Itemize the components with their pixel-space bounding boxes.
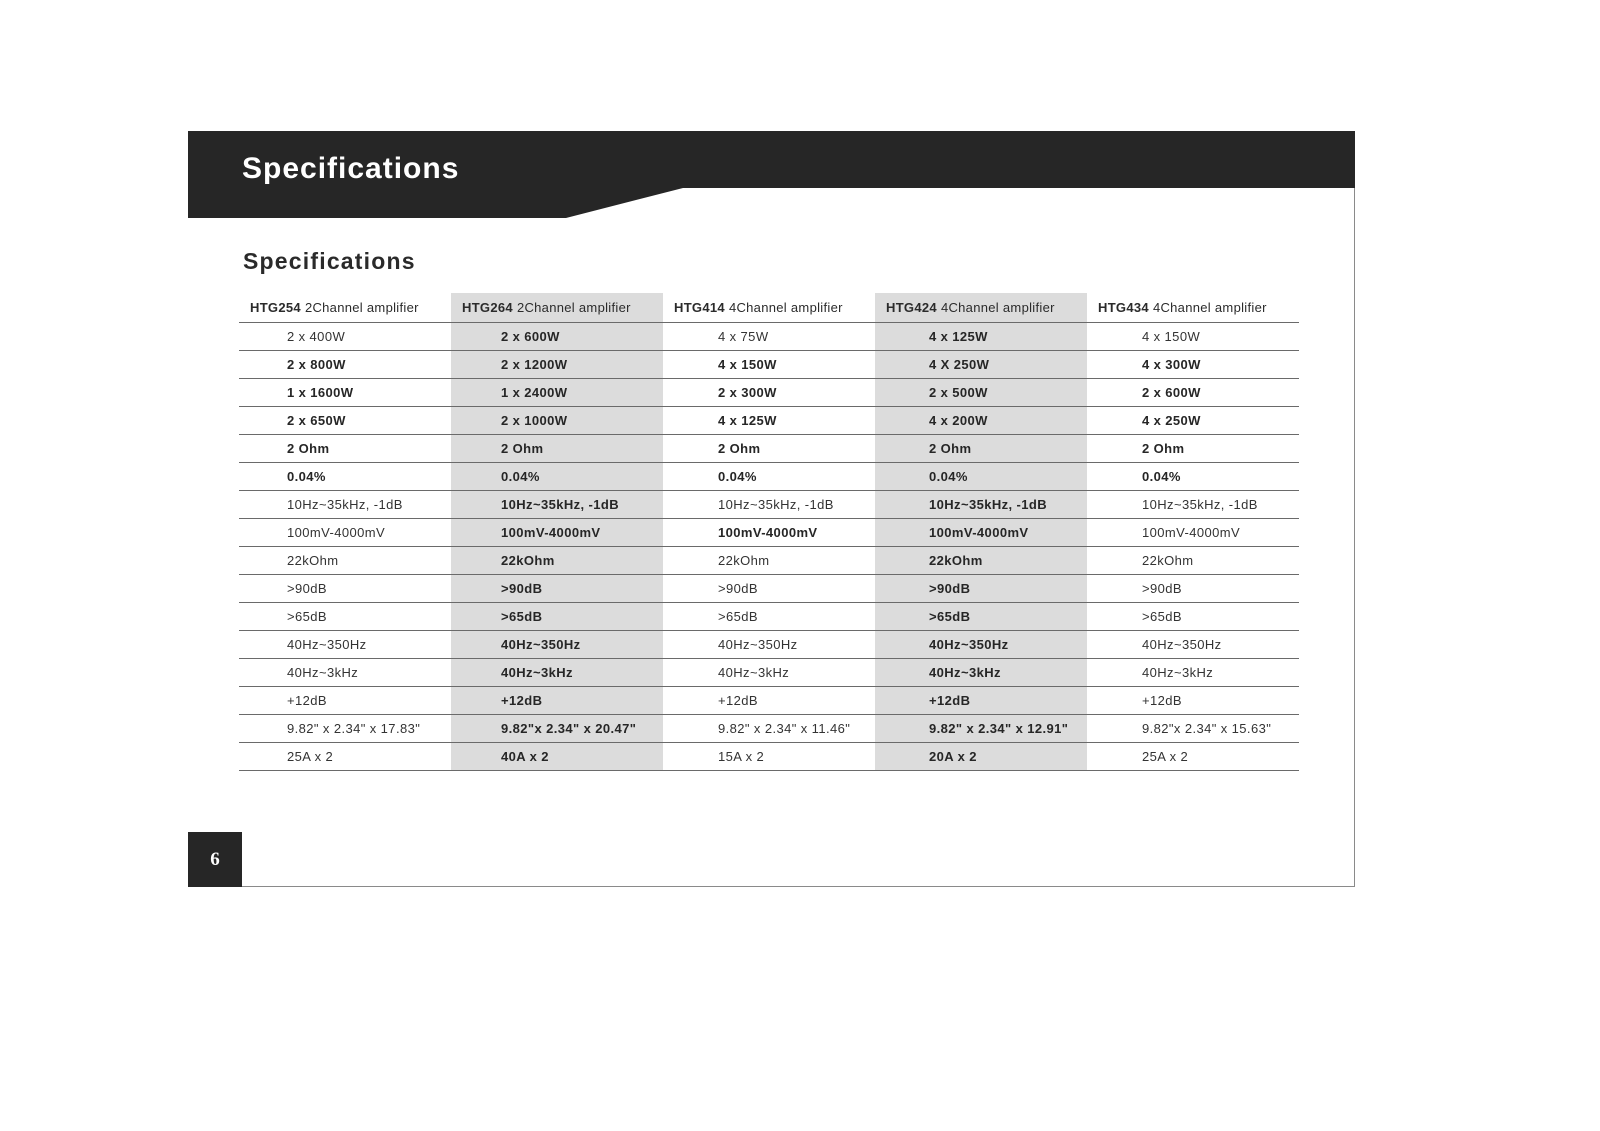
table-cell: 10Hz~35kHz, -1dB — [875, 491, 1087, 519]
table-cell: 15A x 2 — [663, 743, 875, 771]
model-name: HTG414 — [674, 300, 725, 315]
table-cell: 2 x 800W — [239, 351, 451, 379]
table-row — [239, 351, 1299, 379]
table-cell: 2 Ohm — [1087, 435, 1299, 463]
table-cell: 22kOhm — [875, 547, 1087, 575]
table-row — [239, 547, 1299, 575]
table-cell: 2 x 400W — [239, 323, 451, 351]
table-cell: >65dB — [663, 603, 875, 631]
table-cell: 2 x 300W — [663, 379, 875, 407]
table-row — [239, 687, 1299, 715]
table-cell: >65dB — [875, 603, 1087, 631]
table-cell: 2 Ohm — [663, 435, 875, 463]
table-cell: 40Hz~350Hz — [663, 631, 875, 659]
table-cell: 40Hz~350Hz — [239, 631, 451, 659]
table-cell: 4 x 150W — [1087, 323, 1299, 351]
table-cell: >90dB — [1087, 575, 1299, 603]
table-row — [239, 659, 1299, 687]
table-cell: 0.04% — [1087, 463, 1299, 491]
table-row — [239, 491, 1299, 519]
table-cell: 4 x 150W — [663, 351, 875, 379]
table-cell: 0.04% — [239, 463, 451, 491]
table-cell: 4 X 250W — [875, 351, 1087, 379]
page-number: 6 — [210, 848, 220, 870]
table-cell: 40Hz~3kHz — [875, 659, 1087, 687]
table-header-row — [239, 293, 1299, 323]
table-cell: 0.04% — [451, 463, 663, 491]
table-cell: 2 Ohm — [239, 435, 451, 463]
model-description: 2Channel amplifier — [516, 300, 631, 315]
table-cell: 10Hz~35kHz, -1dB — [663, 491, 875, 519]
table-cell: 100mV-4000mV — [1087, 519, 1299, 547]
table-cell: +12dB — [239, 687, 451, 715]
column-header-htg254 — [239, 293, 451, 323]
table-cell: 2 x 600W — [451, 323, 663, 351]
table-cell: 9.82"x 2.34" x 15.63" — [1087, 715, 1299, 743]
table-cell: 9.82" x 2.34" x 17.83" — [239, 715, 451, 743]
table-cell: +12dB — [663, 687, 875, 715]
table-cell: 2 Ohm — [451, 435, 663, 463]
table-cell: 4 x 200W — [875, 407, 1087, 435]
table-cell: 2 x 650W — [239, 407, 451, 435]
table-cell: 2 x 1200W — [451, 351, 663, 379]
table-cell: 22kOhm — [451, 547, 663, 575]
table-cell: >65dB — [239, 603, 451, 631]
table-row — [239, 575, 1299, 603]
table-cell: 4 x 125W — [663, 407, 875, 435]
table-cell: 40A x 2 — [451, 743, 663, 771]
table-cell: 4 x 300W — [1087, 351, 1299, 379]
table-cell: 100mV-4000mV — [239, 519, 451, 547]
model-description: 4Channel amplifier — [940, 300, 1055, 315]
table-row — [239, 407, 1299, 435]
table-cell: 0.04% — [663, 463, 875, 491]
table-row — [239, 379, 1299, 407]
section-title: Specifications — [243, 248, 416, 274]
table-cell: 4 x 75W — [663, 323, 875, 351]
column-header-htg434 — [1087, 293, 1299, 323]
table-cell: >90dB — [239, 575, 451, 603]
table-cell: 100mV-4000mV — [875, 519, 1087, 547]
table-cell: 10Hz~35kHz, -1dB — [239, 491, 451, 519]
table-row — [239, 715, 1299, 743]
table-row — [239, 435, 1299, 463]
table-cell: 10Hz~35kHz, -1dB — [1087, 491, 1299, 519]
column-header-htg424 — [875, 293, 1087, 323]
table-row — [239, 519, 1299, 547]
model-description: 2Channel amplifier — [304, 300, 419, 315]
table-row — [239, 603, 1299, 631]
table-cell: 4 x 125W — [875, 323, 1087, 351]
table-cell: 4 x 250W — [1087, 407, 1299, 435]
table-cell: 10Hz~35kHz, -1dB — [451, 491, 663, 519]
table-cell: 9.82"x 2.34" x 20.47" — [451, 715, 663, 743]
table-body — [239, 323, 1299, 771]
table-cell: 22kOhm — [663, 547, 875, 575]
table-cell: 2 Ohm — [875, 435, 1087, 463]
model-name: HTG434 — [1098, 300, 1149, 315]
table-cell: 40Hz~3kHz — [663, 659, 875, 687]
model-description: 4Channel amplifier — [728, 300, 843, 315]
column-header-htg264 — [451, 293, 663, 323]
table-cell: 2 x 600W — [1087, 379, 1299, 407]
header-title: Specifications — [242, 152, 460, 185]
model-description: 4Channel amplifier — [1152, 300, 1267, 315]
model-name: HTG254 — [250, 300, 301, 315]
table-cell: 0.04% — [875, 463, 1087, 491]
table-row — [239, 323, 1299, 351]
table-cell: 1 x 1600W — [239, 379, 451, 407]
table-cell: 22kOhm — [239, 547, 451, 575]
table-row — [239, 463, 1299, 491]
table-cell: 100mV-4000mV — [451, 519, 663, 547]
table-cell: 1 x 2400W — [451, 379, 663, 407]
table-cell: +12dB — [451, 687, 663, 715]
table-cell: 40Hz~3kHz — [239, 659, 451, 687]
table-cell: 100mV-4000mV — [663, 519, 875, 547]
model-name: HTG424 — [886, 300, 937, 315]
table-cell: 22kOhm — [1087, 547, 1299, 575]
table-cell: 40Hz~350Hz — [451, 631, 663, 659]
table-cell: >90dB — [451, 575, 663, 603]
table-cell: 40Hz~3kHz — [451, 659, 663, 687]
spec-table — [239, 293, 1299, 771]
table-cell: 2 x 1000W — [451, 407, 663, 435]
table-cell: 2 x 500W — [875, 379, 1087, 407]
table-row — [239, 631, 1299, 659]
column-header-htg414 — [663, 293, 875, 323]
page-number-box — [188, 832, 242, 887]
table-row — [239, 743, 1299, 771]
table-cell: 20A x 2 — [875, 743, 1087, 771]
table-cell: 40Hz~3kHz — [1087, 659, 1299, 687]
table-cell: >65dB — [451, 603, 663, 631]
table-cell: 40Hz~350Hz — [875, 631, 1087, 659]
table-cell: 25A x 2 — [239, 743, 451, 771]
table-cell: 25A x 2 — [1087, 743, 1299, 771]
table-cell: >90dB — [663, 575, 875, 603]
table-cell: +12dB — [1087, 687, 1299, 715]
table-cell: >65dB — [1087, 603, 1299, 631]
table-cell: +12dB — [875, 687, 1087, 715]
model-name: HTG264 — [462, 300, 513, 315]
table-cell: 9.82" x 2.34" x 12.91" — [875, 715, 1087, 743]
table-cell: >90dB — [875, 575, 1087, 603]
table-cell: 40Hz~350Hz — [1087, 631, 1299, 659]
table-cell: 9.82" x 2.34" x 11.46" — [663, 715, 875, 743]
